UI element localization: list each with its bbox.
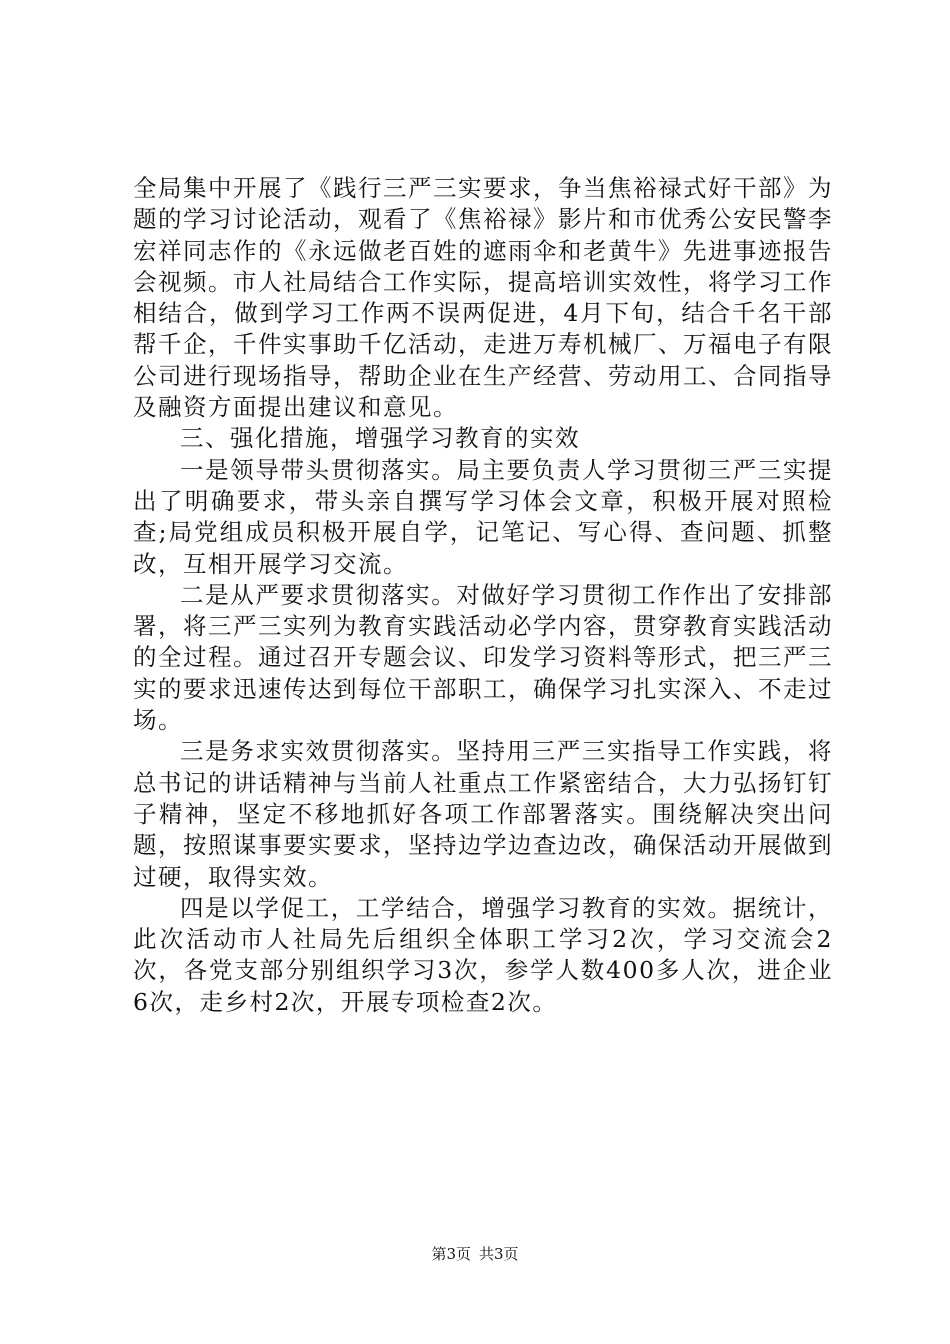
document-body: [133, 173, 833, 1018]
paragraph-statistics: 四是以学促工，工学结合，增强学习教育的实效。据统计，此次活动市人社局先后组织全体职工学习2次，学习交流会2次，各党支部分别组织学习3次，参学人数400多人次，进企业6次，走乡村2次，开展专项检查2次。: [133, 893, 833, 1016]
paragraph-continued-text: 全局集中开展了《践行三严三实要求，争当焦裕禄式好干部》为题的学习讨论活动，观看了《焦裕禄》影片和市优秀公安民警李宏祥同志作的《永远做老百姓的遮雨伞和老黄牛》先进事迹报告会视频。市人社局结合工作实际，提高培训实效性，将学习工作相结合，做到学习工作两不误两促进，4月下旬，结合千名干部帮千企，千件实事助千亿活动，走进万寿机械厂、万福电子有限公司进行现场指导，帮助企业在生产经营、劳动用工、合同指导及融资方面提出建议和意见。: [133, 174, 833, 422]
section-heading-three: 三、强化措施，增强学习教育的实效: [180, 424, 580, 453]
page-footer: [0, 1244, 950, 1264]
paragraph-leadership: 一是领导带头贯彻落实。局主要负责人学习贯彻三严三实提出了明确要求，带头亲自撰写学习体会文章，积极开展对照检查;局党组成员积极开展自学，记笔记、写心得、查问题、抓整改，互相开展学习交流。: [133, 455, 833, 578]
page-total: 共3页: [479, 1245, 519, 1263]
paragraph-practical-results: 三是务求实效贯彻落实。坚持用三严三实指导工作实践，将总书记的讲话精神与当前人社重点工作紧密结合，大力弘扬钉钉子精神，坚定不移地抓好各项工作部署落实。围绕解决突出问题，按照谋事要实要求，坚持边学边查边改，确保活动开展做到过硬，取得实效。: [133, 737, 833, 891]
paragraph-strict-requirements: 二是从严要求贯彻落实。对做好学习贯彻工作作出了安排部署，将三严三实列为教育实践活动必学内容，贯穿教育实践活动的全过程。通过召开专题会议、印发学习资料等形式，把三严三实的要求迅速传达到每位干部职工，确保学习扎实深入、不走过场。: [133, 580, 833, 735]
page-number: 第3页: [431, 1245, 471, 1263]
